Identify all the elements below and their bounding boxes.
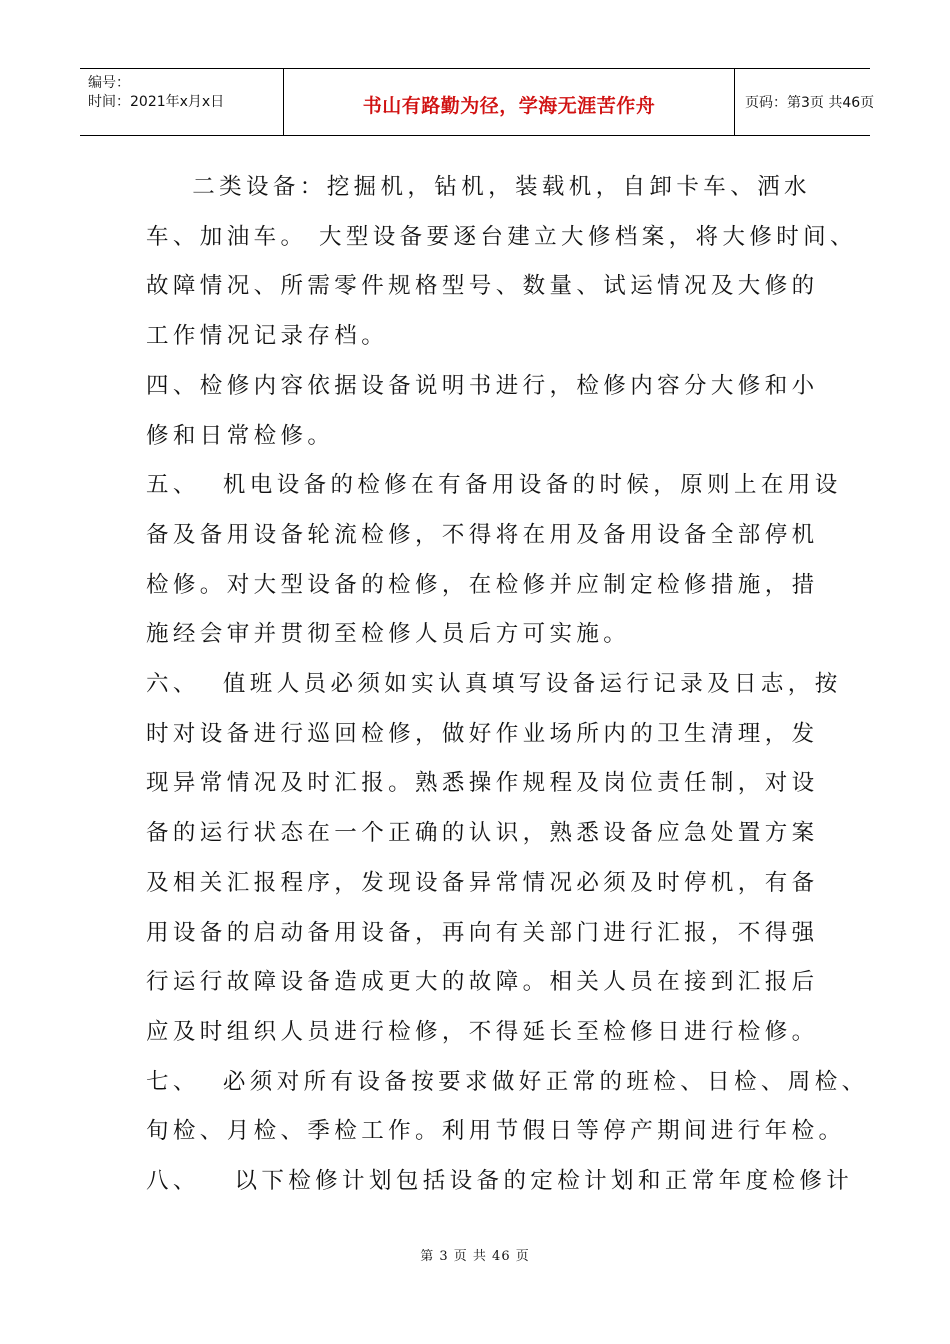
body-line: 六、 值班人员必须如实认真填写设备运行记录及日志，按 [146,671,842,698]
body-line: 七、 必须对所有设备按要求做好正常的班检、日检、周检、 [146,1068,869,1095]
body-line: 行运行故障设备造成更大的故障。相关人员在接到汇报后 [146,969,819,996]
body-line: 故障情况、所需零件规格型号、数量、试运情况及大修的 [146,273,819,300]
date-label: 时间：2021年x月x日 [88,94,225,110]
body-line: 应及时组织人员进行检修，不得延长至检修日进行检修。 [146,1018,819,1045]
body-line: 修和日常检修。 [146,422,335,449]
body-line: 四、检修内容依据设备说明书进行，检修内容分大修和小 [146,372,819,399]
body-line: 备的运行状态在一个正确的认识，熟悉设备应急处置方案 [146,820,819,847]
body-line: 时对设备进行巡回检修，做好作业场所内的卫生清理，发 [146,720,819,747]
page-info: 页码：第3页 共46页 [745,95,875,111]
body-line: 二类设备：挖掘机，钻机，装载机，自卸卡车、洒水 [146,174,811,200]
body-line: 五、 机电设备的检修在有备用设备的时候，原则上在用设 [146,472,842,499]
body-line: 工作情况记录存档。 [146,323,389,350]
body-line: 用设备的启动备用设备，再向有关部门进行汇报，不得强 [146,919,819,946]
body-line: 及相关汇报程序，发现设备异常情况必须及时停机，有备 [146,869,819,896]
body-line: 现异常情况及时汇报。熟悉操作规程及岗位责任制，对设 [146,770,819,797]
header-meta-cell [80,69,283,135]
motto: 书山有路勤为径，学海无涯苦作舟 [362,94,656,117]
body-line: 车、加油车。 大型设备要逐台建立大修档案，将大修时间、 [146,223,857,250]
body-line: 备及备用设备轮流检修，不得将在用及备用设备全部停机 [146,521,819,548]
header-page-cell [735,69,875,135]
body-line: 施经会审并贯彻至检修人员后方可实施。 [146,621,631,648]
page-footer: 第 3 页 共 46 页 [420,1249,530,1264]
number-label: 编号： [88,75,130,91]
body-line: 旬检、月检、季检工作。利用节假日等停产期间进行年检。 [146,1118,846,1145]
document-header [80,68,875,136]
document-body [146,163,869,1207]
body-line: 八、 以下检修计划包括设备的定检计划和正常年度检修计 [146,1168,854,1195]
body-line: 检修。对大型设备的检修，在检修并应制定检修措施，措 [146,571,819,598]
header-motto-cell [283,69,735,135]
